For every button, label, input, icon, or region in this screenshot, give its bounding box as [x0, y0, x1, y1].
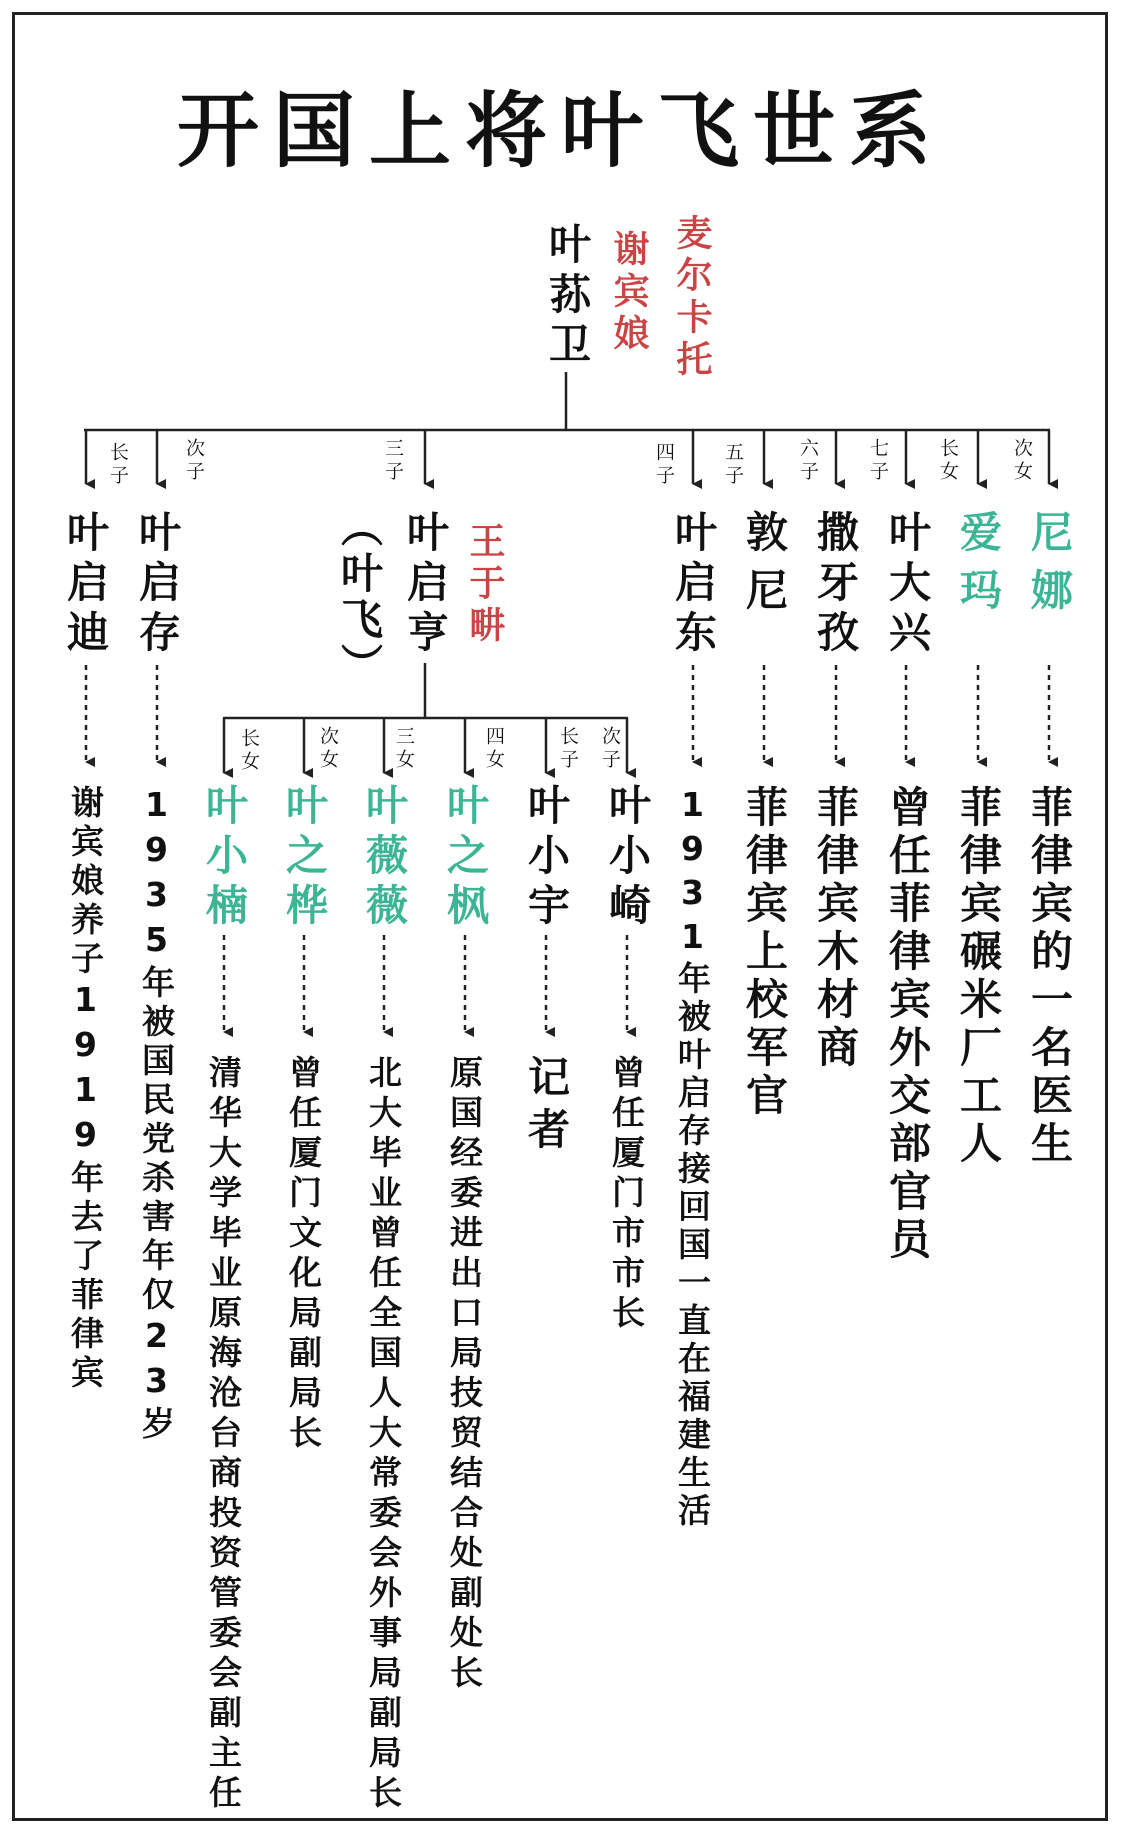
rel-label: 长子 — [107, 442, 129, 488]
child-name: 叶启迪 — [61, 510, 110, 660]
grandchild-name: 叶小楠 — [200, 783, 249, 933]
rel-label: 长子 — [557, 726, 579, 772]
grandchild-desc: 清华大学毕业原海沧台商投资管委会副主任 — [204, 1055, 243, 1815]
root-spouse-1: 谢宾娘 — [608, 230, 649, 356]
grandchild-name: 叶之桦 — [280, 783, 329, 933]
grandchild-desc: 记者 — [522, 1055, 571, 1159]
root-name: 叶荪卫 — [543, 222, 592, 372]
child-alias: （叶飞） — [335, 505, 384, 689]
rel-label: 次子 — [599, 726, 621, 772]
child-desc: 曾任菲律宾外交部官员 — [883, 785, 932, 1265]
child-desc: 菲律宾碾米厂工人 — [954, 785, 1003, 1169]
grandchild-name: 叶薇薇 — [360, 783, 409, 933]
child-name: 叶大兴 — [883, 510, 932, 660]
child-name: 叶启东 — [669, 510, 718, 660]
grandchild-desc: 北大毕业曾任全国人大常委会外事局副局长 — [364, 1055, 403, 1815]
child-desc: 1935年被国民党杀害年仅23岁 — [137, 785, 176, 1445]
child-name: 爱玛 — [954, 510, 1003, 626]
grandchild-desc: 曾任厦门文化局副局长 — [284, 1055, 323, 1455]
grandchild-desc: 曾任厦门市市长 — [607, 1055, 646, 1335]
rel-label: 次女 — [317, 726, 339, 772]
child-spouse: 王于畊 — [464, 522, 505, 648]
rel-label: 长女 — [238, 728, 260, 774]
child-desc: 菲律宾的一名医生 — [1025, 785, 1074, 1169]
grandchild-name: 叶之枫 — [441, 783, 490, 933]
rel-label: 五子 — [722, 442, 744, 488]
child-desc: 菲律宾木材商 — [811, 785, 860, 1073]
grandchild-desc: 原国经委进出口局技贸结合处副处长 — [445, 1055, 484, 1695]
child-name: 撒牙孜 — [811, 510, 860, 660]
child-name: 敦尼 — [740, 510, 789, 626]
rel-label: 次女 — [1011, 438, 1033, 484]
page-title: 开国上将叶飞世系 — [176, 83, 945, 179]
child-name: 尼娜 — [1025, 510, 1074, 626]
rel-label: 三女 — [393, 726, 415, 772]
child-desc: 1931年被叶启存接回国一直在福建生活 — [673, 785, 712, 1531]
child-desc: 菲律宾上校军官 — [740, 785, 789, 1121]
rel-label: 长女 — [937, 438, 959, 484]
grandchild-name: 叶小宇 — [522, 783, 571, 933]
child-desc: 谢宾娘养子1919年去了菲律宾 — [66, 785, 105, 1394]
rel-label: 六子 — [797, 438, 819, 484]
rel-label: 七子 — [867, 438, 889, 484]
child-name: 叶启亨 — [401, 510, 450, 660]
root-spouse-2: 麦尔卡托 — [671, 214, 712, 382]
rel-label: 次子 — [183, 438, 205, 484]
rel-label: 四子 — [653, 442, 675, 488]
rel-label: 三子 — [382, 438, 404, 484]
child-name: 叶启存 — [133, 510, 182, 660]
grandchild-name: 叶小崎 — [603, 783, 652, 933]
rel-label: 四女 — [483, 726, 505, 772]
